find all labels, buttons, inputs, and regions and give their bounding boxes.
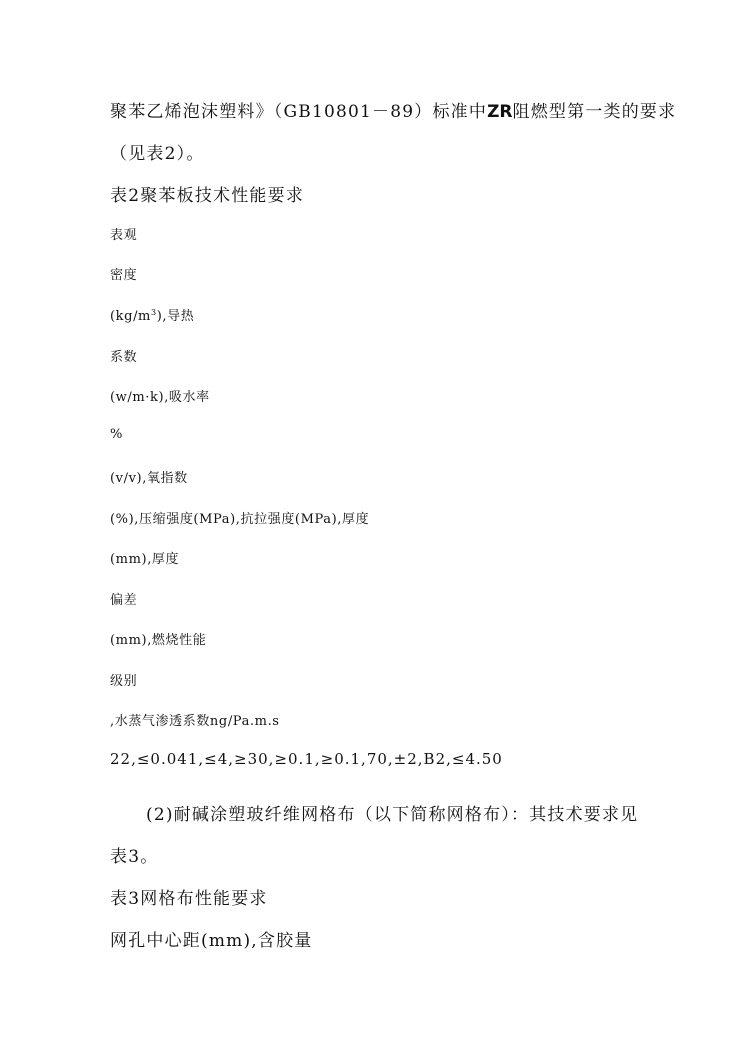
paragraph-standard-requirement bbox=[110, 97, 676, 122]
table2-row: (v/v),氧指数 bbox=[110, 471, 188, 486]
table2-row: 密度 bbox=[110, 268, 138, 283]
table2-row bbox=[110, 305, 194, 324]
paragraph-text-after: 阻燃型第一类的要求 bbox=[512, 102, 677, 122]
table3-title: 表3网格布性能要求 bbox=[110, 889, 268, 909]
paragraph-text-before: 聚苯乙烯泡沫塑料》（GB10801－89）标准中 bbox=[110, 102, 488, 122]
table2-row: % bbox=[110, 427, 123, 442]
table2-row: 级别 bbox=[110, 674, 138, 689]
table2-row: 表观 bbox=[110, 228, 138, 243]
table2-row: (mm),厚度 bbox=[110, 552, 180, 567]
zr-bold-text: ZR bbox=[487, 102, 513, 122]
thermal-conductivity-text: ),导热 bbox=[156, 309, 195, 324]
density-unit-superscript: 3 bbox=[150, 308, 157, 317]
table2-row: 系数 bbox=[110, 350, 138, 365]
table2-row: 偏差 bbox=[110, 593, 138, 608]
table3-header: 网孔中心距(mm),含胶量 bbox=[110, 931, 313, 951]
paragraph-mesh-cloth-continuation: 表3。 bbox=[110, 847, 159, 867]
density-unit-text: (kg/m bbox=[110, 309, 151, 324]
table2-title: 表2聚苯板技术性能要求 bbox=[110, 186, 305, 206]
table2-values: 22,≤0.041,≤4,≥30,≥0.1,≥0.1,70,±2,B2,≤4.50 bbox=[110, 750, 503, 768]
table2-row: (mm),燃烧性能 bbox=[110, 633, 207, 648]
paragraph-continuation: （见表2）。 bbox=[110, 144, 205, 164]
table2-row: (%),压缩强度(MPa),抗拉强度(MPa),厚度 bbox=[110, 512, 370, 527]
table2-row: (w/m·k),吸水率 bbox=[110, 390, 210, 405]
paragraph-mesh-cloth: (2)耐碱涂塑玻纤维网格布（以下简称网格布）：其技术要求见 bbox=[146, 805, 639, 825]
table2-row: ,水蒸气渗透系数ng/Pa.m.s bbox=[110, 714, 280, 729]
